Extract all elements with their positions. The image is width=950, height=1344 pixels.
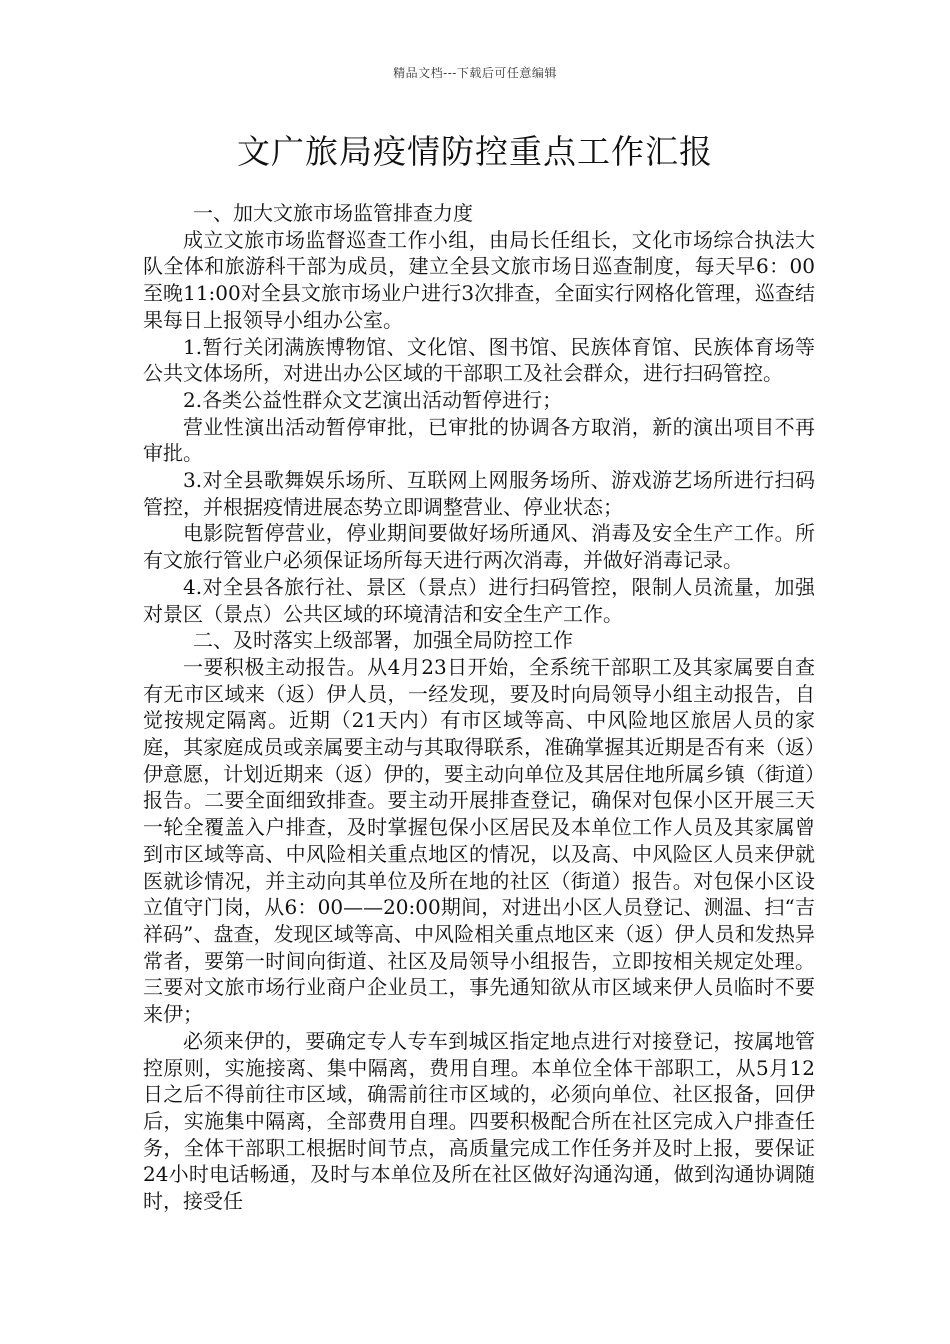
- body-paragraph: 营业性演出活动暂停审批，已审批的协调各方取消，新的演出项目不再审批。: [143, 414, 815, 466]
- header-note: 精品文档---下载后可任意编辑: [393, 66, 557, 80]
- section-heading-1: 一、加大文旅市场监管排查力度: [193, 201, 473, 225]
- section-heading-2: 二、及时落实上级部署，加强全局防控工作: [193, 628, 573, 653]
- body-paragraph: 2.各类公益性群众文艺演出活动暂停进行；: [183, 387, 563, 412]
- document-body: [143, 200, 815, 1215]
- body-paragraph: 1.暂行关闭满族博物馆、文化馆、图书馆、民族体育馆、民族体育场等公共文体场所，对进出办公区域的干部职工及社会群众，进行扫码管控。: [143, 334, 815, 386]
- body-paragraph: 成立文旅市场监督巡查工作小组，由局长任组长，文化市场综合执法大队全体和旅游科干部为成员，建立全县文旅市场日巡查制度，每天早6：00至晚11:00对全县文旅市场业户进行3次排查，全面实行网格化管理，巡查结果每日上报领导小组办公室。: [143, 227, 815, 332]
- document-title: 文广旅局疫情防控重点工作汇报: [237, 132, 713, 171]
- body-paragraph: 必须来伊的，要确定专人专车到城区指定地点进行对接登记，按属地管控原则，实施接离、集中隔离，费用自理。本单位全体干部职工，从5月12日之后不得前往市区域，确需前往市区域的，必须向单位、社区报备，回伊后，实施集中隔离，全部费用自理。四要积极配合所在社区完成入户排查任务，全体干部职工根据时间节点，高质量完成工作任务并及时上报，要保证24小时电话畅通，及时与本单位及所在社区做好沟通沟通，做到沟通协调随时，接受任: [143, 1028, 815, 1214]
- body-paragraph: 4.对全县各旅行社、景区（景点）进行扫码管控，限制人员流量，加强对景区（景点）公共区域的环境清洁和安全生产工作。: [143, 574, 815, 626]
- body-paragraph: 电影院暂停营业，停业期间要做好场所通风、消毒及安全生产工作。所有文旅行管业户必须保证场所每天进行两次消毒，并做好消毒记录。: [143, 521, 815, 573]
- body-paragraph: 3.对全县歌舞娱乐场所、互联网上网服务场所、游戏游艺场所进行扫码管控，并根据疫情进展态势立即调整营业、停业状态；: [143, 468, 815, 519]
- body-paragraph: 一要积极主动报告。从4月23日开始，全系统干部职工及其家属要自查有无市区域来（返）伊人员，一经发现，要及时向局领导小组主动报告，自觉按规定隔离。近期（21天内）有市区域等高、中风险地区旅居人员的家庭，其家庭成员或亲属要主动与其取得联系，准确掌握其近期是否有来（返）伊意愿，计划近期来（返）伊的，要主动向单位及其居住地所属乡镇（街道）报告。二要全面细致排查。要主动开展排查登记，确保对包保小区开展三天一轮全覆盖入户排查，及时掌握包保小区居民及本单位工作人员及其家属曾到市区域等高、中风险相关重点地区的情况，以及高、中风险区人员来伊就医就诊情况，并主动向其单位及所在地的社区（街道）报告。对包保小区设立值守门岗，从6：00——20:00期间，对进出小区人员登记、测温、扫“吉祥码”、盘查，发现区域等高、中风险相关重点地区来（返）伊人员和发热异常者，要第一时间向街道、社区及局领导小组报告，立即按相关规定处理。三要对文旅市场行业商户企业员工，事先通知欲从市区域来伊人员临时不要来伊；: [143, 654, 815, 1027]
